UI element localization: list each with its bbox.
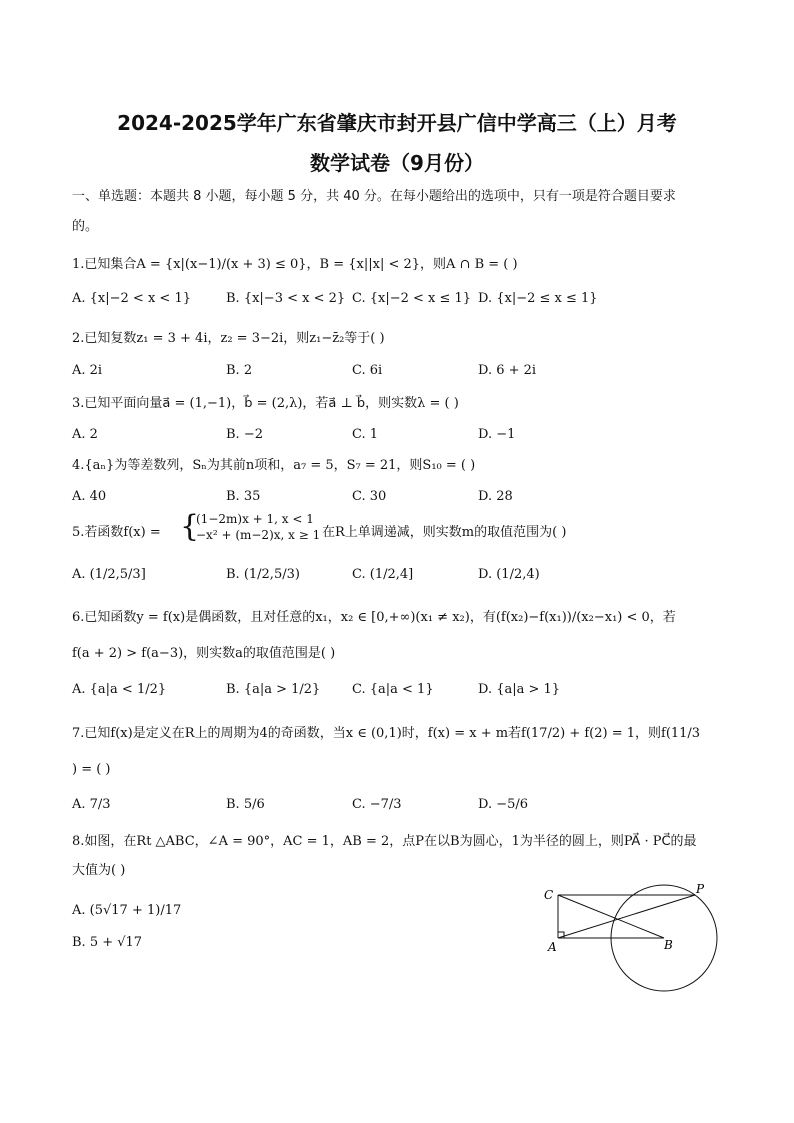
exam-title-line2: 数学试卷（9月份） [310, 151, 484, 175]
question-4-option-b: B. 35 [226, 489, 261, 504]
question-2-option-d: D. 6 + 2i [478, 363, 537, 378]
section-instructions-line1: 一、单选题：本题共 8 小题，每小题 5 分，共 40 分。在每小题给出的选项中，只有一项是符合题目要求 [72, 189, 676, 204]
question-1-option-a: A. {x|−2 < x < 1} [72, 291, 191, 306]
question-6-option-b: B. {a|a > 1/2} [226, 682, 321, 697]
question-2-option-c: C. 6i [352, 363, 383, 378]
question-5-option-d: D. (1/2,4) [478, 567, 540, 582]
question-7-option-d: D. −5/6 [478, 797, 529, 812]
section-instructions-line2: 的。 [72, 219, 99, 234]
question-7-option-c: C. −7/3 [352, 797, 402, 812]
question-2-option-b: B. 2 [226, 363, 253, 378]
question-3-option-d: D. −1 [478, 427, 516, 442]
question-2-stem: 2.已知复数z₁ = 3 + 4i，z₂ = 3−2i，则z₁−z̄₂等于( ) [72, 331, 385, 346]
question-1-stem: 1.已知集合A = {x|(x−1)/(x + 3) ≤ 0}，B = {x||x| < 2}，则A ∩ B = ( ) [72, 257, 518, 272]
question-6-option-a: A. {a|a < 1/2} [72, 682, 167, 697]
question-4-stem: 4.{aₙ}为等差数列，Sₙ为其前n项和，a₇ = 5，S₇ = 21，则S₁₀ = ( ) [72, 458, 476, 473]
question-1-option-d: D. {x|−2 ≤ x ≤ 1} [478, 291, 598, 306]
question-5-piece-1: (1−2m)x + 1, x < 1 [196, 512, 314, 526]
question-6-stem-line2: f(a + 2) > f(a−3)，则实数a的取值范围是( ) [72, 646, 336, 661]
question-6-stem-line1: 6.已知函数y = f(x)是偶函数，且对任意的x₁，x₂ ∈ [0,+∞)(x₁ ≠ x₂)，有(f(x₂)−f(x₁))/(x₂−x₁) < 0，若 [72, 610, 676, 625]
question-1-option-c: C. {x|−2 < x ≤ 1} [352, 291, 472, 306]
question-5-option-b: B. (1/2,5/3) [226, 567, 300, 582]
question-3-stem: 3.已知平面向量a⃗ = (1,−1)，b⃗ = (2,λ)，若a⃗ ⊥ b⃗，则实数λ = ( ) [72, 396, 459, 411]
question-5-stem-prefix: 5.若函数f(x) = [72, 525, 161, 540]
question-4-option-c: C. 30 [352, 489, 387, 504]
question-7-stem-line1: 7.已知f(x)是定义在R上的周期为4的奇函数，当x ∈ (0,1)时，f(x) = x + m若f(17/2) + f(2) = 1，则f(11/3 [72, 726, 701, 741]
question-3-option-a: A. 2 [72, 427, 98, 442]
question-5-piece-2: −x² + (m−2)x, x ≥ 1 [196, 528, 321, 542]
question-6-option-c: C. {a|a < 1} [352, 682, 434, 697]
label-a: A [548, 940, 557, 954]
question-5-stem-suffix: 在R上单调递减，则实数m的取值范围为( ) [322, 525, 567, 540]
question-4-option-a: A. 40 [72, 489, 107, 504]
question-4-option-d: D. 28 [478, 489, 513, 504]
question-8-stem-line2: 大值为( ) [72, 863, 126, 878]
question-7-option-a: A. 7/3 [72, 797, 111, 812]
question-3-option-b: B. −2 [226, 427, 263, 442]
label-p: P [696, 882, 705, 896]
label-c: C [544, 888, 554, 902]
question-8-option-b: B. 5 + √17 [72, 935, 143, 950]
question-2-option-a: A. 2i [72, 363, 103, 378]
question-5-option-a: A. (1/2,5/3] [72, 567, 146, 582]
question-7-option-b: B. 5/6 [226, 797, 265, 812]
geometry-figure [530, 875, 730, 1000]
question-1-option-b: B. {x|−3 < x < 2} [226, 291, 346, 306]
question-5-option-c: C. (1/2,4] [352, 567, 414, 582]
label-b: B [664, 938, 673, 952]
question-3-option-c: C. 1 [352, 427, 379, 442]
question-8-stem-line1: 8.如图，在Rt △ABC，∠A = 90°，AC = 1，AB = 2，点P在以B为圆心，1为半径的圆上，则PA⃗ · PC⃗的最 [72, 834, 697, 849]
question-5-brace: { [180, 509, 200, 544]
segment-ap [558, 895, 695, 938]
question-7-stem-line2: ) = ( ) [72, 762, 111, 777]
question-6-option-d: D. {a|a > 1} [478, 682, 561, 697]
exam-title-line1: 2024-2025学年广东省肇庆市封开县广信中学高三（上）月考 [117, 111, 677, 135]
question-8-option-a: A. (5√17 + 1)/17 [72, 903, 182, 918]
